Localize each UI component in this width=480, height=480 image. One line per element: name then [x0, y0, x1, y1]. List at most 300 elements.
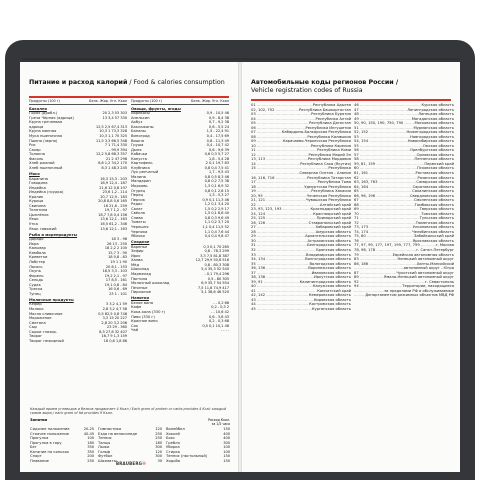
food-values: 18 0,6 1,8 86	[103, 338, 127, 343]
region-code: 66, 96, 196 .....	[354, 194, 410, 199]
food-name: Рис	[29, 143, 36, 148]
food-values: 0,6 - 5,5 24	[208, 124, 229, 129]
food-values: 0,8 0,3 9,6 49	[204, 215, 229, 220]
region-code: 19 .....	[251, 189, 311, 194]
region-code: 26, 126 .....	[251, 221, 309, 226]
activity-kcal: 40-45	[83, 431, 94, 436]
region-name: Магаданская область	[411, 116, 454, 121]
region-name: Новосибирская область	[407, 139, 454, 144]
region-name: Республика Башкортостан	[298, 107, 351, 112]
food-values: 20,8 8,8 0,6 165	[98, 199, 127, 204]
food-name: Мармелад	[131, 272, 151, 277]
region-code: 37 .....	[251, 271, 312, 276]
brand-logo: BRAUBERG®	[116, 461, 147, 466]
food-values: 19,7 1,2 - 97	[104, 208, 127, 213]
region-name: Департаментом режимных объектов МВД РФ	[365, 293, 454, 298]
activity-name: Гольф	[98, 449, 111, 454]
food-name: Салат	[131, 206, 143, 211]
food-values: 1,1 0,4 7,6 44	[204, 229, 229, 234]
food-name: Говядина	[29, 181, 48, 186]
food-row	[131, 290, 229, 295]
activity-name: Сидячее положение	[30, 427, 70, 431]
food-values: 13,6 12,1 - 163	[100, 226, 127, 231]
food-name: Перец	[131, 193, 144, 198]
region-name: Карачаево-Черкесская Республика	[282, 139, 351, 144]
food-values: 16 21,6 - 259	[103, 203, 127, 208]
food-name: Капуста	[131, 156, 147, 161]
region-code: 70 .....	[354, 212, 421, 217]
food-name: Толокно	[29, 152, 46, 157]
region-name: Республика Калмыкия	[307, 134, 351, 139]
food-values: 1,5 0,2 2,9 17	[204, 206, 229, 211]
region-code: 41 .....	[251, 289, 317, 294]
food-values: 18,7 7,8 0,4 156	[98, 212, 127, 217]
food-values: 15,7 3 - 90	[108, 250, 127, 255]
activity-unit: Расход Ккал. за 1/2 часа	[208, 418, 230, 427]
header-nutrients: Белк. Жир. Угл. Ккал	[89, 99, 127, 103]
food-name: Тунец	[29, 291, 41, 296]
region-code: 42, 142 .....	[251, 293, 309, 298]
food-name: Чай	[131, 328, 139, 333]
food-section-title: Сладкое	[131, 240, 150, 245]
region-name: Воронежская область	[308, 266, 351, 271]
food-name: Пиво (330 г)	[131, 314, 155, 319]
activity-kcal: 150	[223, 427, 230, 431]
activity-kcal: 300	[155, 454, 162, 459]
regions-title	[251, 79, 453, 94]
food-name: Кабачки	[131, 152, 148, 157]
region-code: 29 .....	[251, 234, 305, 239]
food-values: 23,6 1,2 - 114	[102, 190, 127, 195]
region-name: Республика Коми	[317, 148, 351, 153]
region-code: 27 .....	[251, 225, 315, 230]
activity-name: Волейбол	[166, 427, 185, 431]
food-name: Кофе	[131, 305, 142, 310]
region-name: Томская область	[421, 211, 454, 216]
region-name: Челябинская область	[412, 229, 454, 234]
region-name: Оренбургская область	[409, 148, 454, 153]
region-code: 55 .....	[354, 144, 423, 149]
food-values: 1,1 0,4 11,5 52	[202, 224, 229, 229]
region-code: 94 .....	[354, 284, 402, 289]
region-code: 23, 93, 123, 193 .....	[251, 207, 310, 212]
food-values: 21,6 12 0,8 197	[99, 185, 127, 190]
region-code: 40 .....	[251, 284, 313, 289]
activity-row	[30, 459, 94, 464]
region-name: Республика Дагестан	[309, 121, 351, 126]
region-code: 60 .....	[354, 166, 417, 171]
region-name: за пределами РФ и обслуживаемые	[384, 288, 454, 293]
region-code: 12 .....	[251, 153, 309, 158]
food-name: Свёкла	[131, 211, 145, 216]
region-name: Липецкая область	[418, 112, 454, 117]
regions-column-2	[354, 103, 454, 298]
region-code: 24, 124 .....	[251, 212, 313, 217]
region-code: 75, 80 .....	[354, 234, 414, 239]
region-code: 86, 186 .....	[354, 262, 417, 267]
region-row	[251, 307, 351, 312]
food-row	[131, 234, 229, 239]
region-name: Чувашская Республика	[305, 198, 351, 203]
food-values: 8,5 27,8 32 407	[99, 329, 127, 334]
region-name: Волгоградская область	[305, 257, 351, 262]
food-name: ядрица	[29, 124, 44, 129]
food-values: 16 0,6 - 69	[108, 287, 127, 292]
region-name: Ямало-Ненецкий автономный округ	[383, 275, 454, 280]
food-name: Сок	[131, 323, 139, 328]
region-code: 49 .....	[354, 117, 412, 122]
activity-name: Шахматы	[98, 458, 117, 463]
food-values: 16,3 15,3 - 203	[100, 176, 127, 181]
food-values: 0,5 - 80 305	[207, 276, 229, 281]
food-column-header	[29, 99, 127, 105]
activity-kcal: 180	[87, 440, 94, 445]
region-name: Приморский край	[316, 216, 351, 221]
region-name: Новгородская область	[410, 134, 454, 139]
food-values: 5,4 35,3 52 540	[201, 267, 229, 272]
region-name: Ростовская область	[415, 170, 454, 175]
region-name: Омская область	[422, 143, 454, 148]
region-name: Кабардино-Балкарская Республика	[281, 130, 351, 135]
activity-name: Футбол	[98, 454, 113, 459]
region-name: Ярославская область	[412, 238, 454, 243]
region-code: 65 .....	[354, 189, 412, 194]
food-values: - 0,1 79,4 296	[204, 272, 229, 277]
region-code: 08 .....	[251, 135, 307, 140]
region-name: Удмуртская Республика	[304, 184, 351, 189]
region-code: 67 .....	[354, 198, 414, 203]
food-values: 23 1 - 101	[109, 291, 127, 296]
region-name: Самарская область	[416, 180, 454, 185]
region-name: Алтайский край	[319, 202, 351, 207]
food-name: Красное вино	[131, 319, 158, 324]
activity-table	[30, 427, 230, 463]
food-values: 0,4 0,4 9,8 47	[204, 234, 229, 239]
food-name: Кролик	[29, 194, 44, 199]
food-name: Вишня	[131, 138, 144, 143]
activity-row	[166, 459, 230, 464]
food-values: 1,1 0,2 3,7 20	[204, 220, 229, 225]
region-code: 18 .....	[251, 185, 304, 190]
region-code: 45 .....	[251, 307, 312, 312]
region-code: 09 .....	[251, 139, 283, 144]
food-name: Индейка (грудка)	[29, 190, 64, 195]
food-name: Масло сливочное	[29, 311, 63, 316]
region-code: 50, 90, 150, 190, 750, 790 .....	[354, 121, 414, 126]
food-name: Цыплёнок	[29, 212, 49, 217]
activity-column	[30, 427, 94, 463]
region-name: Республика Тыва	[317, 180, 351, 185]
food-name: Крупа гречневая	[29, 120, 63, 125]
food-name: Крупа манная	[29, 129, 57, 134]
activity-name: Стоячее положение	[30, 431, 70, 436]
food-name: Дыня	[131, 147, 142, 152]
food-values: 0,8 0,5 8,3 46	[204, 174, 229, 179]
activity-title: Занятия	[30, 418, 48, 422]
region-code: 62 .....	[354, 176, 418, 181]
food-row	[131, 328, 229, 333]
activity-name: Бег	[30, 445, 37, 450]
food-name: Творог	[29, 334, 43, 339]
region-code: 63, 163, 763 .....	[354, 180, 416, 185]
food-values: 10,3 1 73,3 328	[99, 129, 127, 134]
food-name: Молочный шоколад	[131, 281, 170, 286]
activity-name: Стирка	[166, 449, 180, 454]
activity-name: Уборка	[166, 445, 180, 450]
food-values: 1,3 0,1 6,9 32	[204, 184, 229, 189]
region-code: 36, 136 .....	[251, 266, 308, 271]
region-code: 68 .....	[354, 203, 415, 208]
region-code: 51 .....	[354, 126, 413, 131]
region-name: Пензенская область	[414, 157, 454, 162]
region-name: Саратовская область	[412, 184, 454, 189]
food-column-2	[131, 99, 229, 333]
region-code: 89 .....	[354, 275, 384, 280]
food-name: Горох (дробл.)	[29, 111, 58, 116]
region-code: 13, 113 .....	[251, 157, 308, 162]
region-name: Чеченская Республика	[306, 193, 351, 198]
activity-kcal: 250	[155, 431, 162, 436]
activity-kcal: 150	[223, 454, 230, 459]
food-values: 2,8 3,2 4,7 58	[102, 307, 127, 312]
food-name: Картофель	[131, 161, 153, 166]
region-code: 54, 154 .....	[354, 139, 408, 144]
food-name: Мороженое	[29, 316, 52, 321]
region-code: 06 .....	[251, 126, 306, 131]
calories-title-sub: / Food & calories consumption	[127, 79, 225, 86]
region-code: 14 .....	[251, 162, 300, 167]
activity-name: Бокс	[166, 436, 176, 441]
food-name: Сахар	[29, 147, 41, 152]
region-code: 02, 102, 702 .....	[251, 108, 299, 113]
region-name: Иркутская область	[313, 275, 351, 280]
food-values: 6,6 1,2 34,2 170	[98, 161, 127, 166]
food-name: Язык говяжий	[29, 226, 57, 231]
food-name: Халва	[131, 258, 143, 263]
food-name: Яблоко	[131, 234, 145, 239]
activity-kcal: 300	[155, 445, 162, 450]
region-name: Республика Саха (Якутия)	[300, 161, 351, 166]
food-name: Пшено (зерно)	[29, 138, 58, 143]
food-name: Варенье	[131, 244, 148, 249]
food-name: Морковь	[131, 184, 148, 189]
region-code: 35 .....	[251, 262, 309, 267]
region-code: 92 .....	[354, 280, 425, 285]
region-code: 17 .....	[251, 180, 318, 185]
region-name: Калужская область	[312, 284, 351, 289]
region-name: г. Севастополь	[424, 279, 454, 284]
region-code: 48 .....	[354, 112, 418, 117]
food-name: Мандарин	[131, 179, 151, 184]
region-name: Белгородская область	[307, 243, 351, 248]
activity-name: Теннис	[98, 436, 112, 441]
food-name: Томаты	[131, 220, 146, 225]
food-values: 7 1 71,4 330	[104, 143, 127, 148]
activity-kcal: 150	[223, 458, 230, 463]
regions-title-main: Автомобильные коды регионов России /	[251, 79, 399, 86]
food-values: 17 8,5 - 161	[105, 278, 127, 283]
food-values: 0,9 - 10,5 46	[206, 111, 229, 116]
food-name: Форель	[29, 273, 44, 278]
region-name: Ивановская область	[311, 270, 351, 275]
food-name: Мука пшеничная	[29, 134, 62, 139]
region-name: Забайкальский край	[413, 234, 454, 239]
activity-name: Хоккей	[166, 431, 180, 436]
food-name: Творог нежирный	[29, 338, 64, 343]
region-name: Северная Осетия - Алания	[299, 170, 351, 175]
food-values: 3,3 7,5 81,8 387	[200, 253, 229, 258]
food-values: 0,8 0,4 7,5 41	[204, 165, 229, 170]
food-values: 18,5 3,3 - 103	[102, 269, 127, 274]
food-row	[29, 227, 127, 232]
activity-kcal: 400	[223, 431, 230, 436]
region-code: 04 .....	[251, 117, 316, 122]
region-code: 25, 125 .....	[251, 216, 317, 221]
food-row	[29, 166, 127, 171]
region-name: Калининградская область	[299, 279, 351, 284]
activity-kcal: 100	[223, 445, 230, 450]
activity-name: Ходьба	[166, 458, 181, 463]
food-values: 5,1 38,6 46 520	[201, 290, 229, 295]
region-name: Тюменская область	[415, 220, 454, 225]
region-code: 44 .....	[251, 302, 309, 307]
food-name: Виноград	[131, 134, 150, 139]
region-code: 58 .....	[354, 157, 415, 162]
activity-name: Гребля	[166, 440, 180, 445]
region-code: 30 .....	[251, 239, 307, 244]
regions-underline	[251, 99, 451, 101]
food-values: 12,2 5,8 68,3 357	[95, 152, 127, 157]
region-code: 77, 97, 99, 177, 197, 199, 777, 799 .....	[354, 243, 436, 248]
region-name: Красноярский край	[313, 211, 351, 216]
food-values: 0,8 - 80,3 308	[204, 262, 229, 267]
region-code: 72 .....	[354, 221, 416, 226]
food-row	[29, 339, 127, 344]
food-values: 1,2 0,1 3,4 20	[204, 202, 229, 207]
food-name: Слива	[131, 215, 143, 220]
region-name: Еврейская автономная область	[392, 252, 454, 257]
region-name: Ханты-Мансийский	[416, 261, 454, 266]
food-section-title: Напитки	[131, 296, 149, 301]
food-values: 20 2,3 53 303	[102, 111, 127, 116]
activity-name: Лыжи	[98, 445, 110, 450]
region-name: Архангельская область	[305, 234, 351, 239]
region-name: Республика Хакасия	[311, 189, 351, 194]
region-code: 43 .....	[251, 298, 314, 303]
food-name: Лук репчатый	[131, 170, 159, 175]
food-name: Апельсин	[131, 115, 150, 120]
region-code: 71 .....	[354, 216, 420, 221]
region-name: Рязанская область	[417, 175, 454, 180]
food-name: Редис	[131, 202, 143, 207]
region-code: 61, 161 .....	[354, 171, 416, 176]
activity-kcal: 20-25	[83, 427, 94, 431]
food-values: 16,5 61,2 - 346	[100, 222, 127, 226]
food-name: Хлеб пшеничный	[29, 165, 63, 170]
region-code: 21, 121 .....	[251, 198, 306, 203]
region-name: Сахалинская область	[412, 189, 454, 194]
activity-kcal: 100	[87, 436, 94, 441]
activity-name: Катание на коньках	[30, 449, 70, 454]
food-values: 0,5 0,1 10,1 46	[202, 323, 229, 328]
food-name: Пастила	[131, 276, 148, 281]
food-values: 19,2 2,1 - 97	[104, 273, 127, 278]
region-name: Нижегородская область	[406, 130, 454, 135]
region-name: Республика Алтай	[315, 116, 351, 121]
region-name: Мурманская область	[413, 125, 454, 130]
food-values: 10,3 1,1 70 325	[99, 134, 127, 139]
region-name: Владимирская область	[305, 252, 351, 257]
region-name: Амурская область	[315, 229, 351, 234]
activity-kcal: 120	[155, 427, 162, 431]
food-name: Судак	[29, 282, 41, 287]
region-code: 32 .....	[251, 248, 316, 253]
food-section-title: Рыба и морепродукты	[29, 232, 78, 237]
food-row	[29, 292, 127, 297]
food-name: Бананы	[131, 129, 146, 134]
activity-kcal: 400	[223, 436, 230, 441]
region-name: Ульяновская область	[412, 225, 454, 230]
region-name: Тамбовская область	[414, 202, 454, 207]
region-code: 76 .....	[354, 239, 413, 244]
food-values: 3 3,2 4,1 59	[105, 302, 127, 307]
region-code: 59, 81, 159 .....	[354, 162, 424, 167]
food-values: 13 3,4 57 330	[102, 115, 127, 120]
header-nutrients: Белк. Жир. Угл. Ккал	[191, 99, 229, 103]
region-name: Краснодарский край	[310, 207, 351, 212]
region-code: 11 .....	[251, 148, 317, 153]
activity-name: Прогулка в гору	[30, 440, 62, 445]
food-name: Греча Чёрная (ядрица)	[29, 115, 74, 120]
food-values: - - - -	[220, 328, 229, 333]
region-code: 22 .....	[251, 203, 320, 208]
food-values: 2,8 20 3,2 206	[101, 320, 127, 325]
food-section-title: Мясо	[29, 171, 40, 176]
activity-name: Танцы	[98, 440, 111, 445]
header-product: Продукты (100 г)	[29, 99, 60, 103]
food-name: Кефир	[29, 302, 42, 307]
region-code: 53 .....	[354, 135, 410, 140]
region-name: Московская область	[414, 121, 454, 126]
activity-kcal: 200	[87, 454, 94, 459]
region-code: 10 .....	[251, 144, 311, 149]
food-values: 0,6 0,3 5,7 27	[204, 152, 229, 157]
activity-name: Плавание	[30, 458, 49, 463]
region-name: Хабаровский край	[315, 225, 351, 230]
region-name: Брянская область	[316, 248, 351, 252]
activity-name: Езда на велосипеде	[98, 431, 138, 436]
food-name: Зефир	[131, 249, 144, 254]
region-code: 47 .....	[354, 108, 407, 113]
food-name: Окунь	[29, 269, 41, 274]
region-name: Чукотский автономный округ	[396, 270, 454, 275]
region-code: 78, 98, 178 .....	[354, 248, 416, 253]
region-code: 46 .....	[354, 103, 421, 108]
food-values: 3,3 15 20 227	[102, 316, 127, 321]
region-name: Республика Татарстан	[307, 175, 351, 180]
food-name: Клубника	[131, 165, 150, 170]
food-name: Икра	[29, 241, 39, 246]
region-name: Костромская область	[309, 302, 351, 307]
region-name: Курганская область	[311, 306, 351, 311]
food-values: 18 0,8 - 83	[108, 255, 127, 260]
activity-kcal: 300	[223, 440, 230, 445]
activity-kcal: 30	[157, 458, 162, 463]
food-name: Утка	[29, 222, 38, 226]
food-name: Индейка	[29, 185, 46, 190]
region-code: 38, 138 .....	[251, 275, 314, 280]
region-code: 33 .....	[251, 253, 306, 258]
